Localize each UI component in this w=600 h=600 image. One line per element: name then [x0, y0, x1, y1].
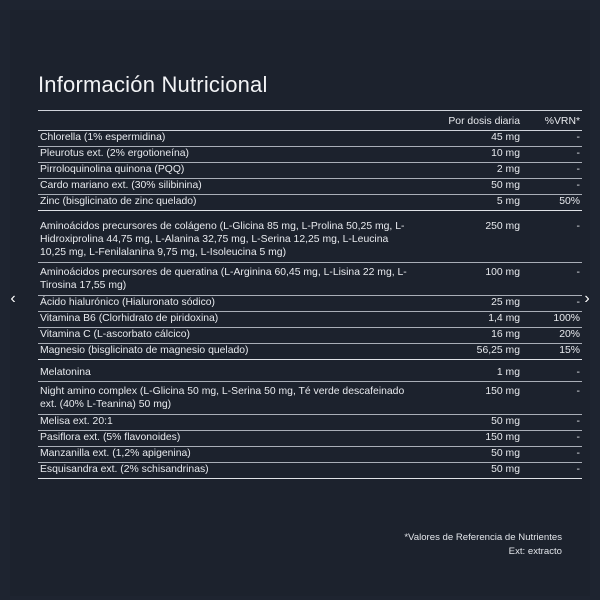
table-row: [38, 195, 582, 211]
vrn-cell: -: [528, 263, 582, 296]
ingredient-cell: Vitamina C (L-ascorbato cálcico): [38, 328, 413, 344]
table-row: [38, 431, 582, 447]
vrn-cell: 100%: [528, 312, 582, 328]
ingredient-cell: Chlorella (1% espermidina): [38, 131, 413, 147]
table-row: [38, 263, 582, 296]
dose-cell: 56,25 mg: [413, 344, 528, 360]
dose-cell: 10 mg: [413, 147, 528, 163]
title-rule: [38, 110, 582, 111]
ingredient-cell: Night amino complex (L-Glicina 50 mg, L-Serina 50 mg, Té verde descafeinado ext. (40% L-Teanina) 50 mg): [38, 382, 413, 415]
vrn-cell: -: [528, 366, 582, 382]
dose-cell: 50 mg: [413, 447, 528, 463]
ingredient-cell: Zinc (bisglicinato de zinc quelado): [38, 195, 413, 211]
dose-cell: 16 mg: [413, 328, 528, 344]
table-row: [38, 447, 582, 463]
vrn-cell: 15%: [528, 344, 582, 360]
vrn-cell: -: [528, 217, 582, 263]
table-row: [38, 463, 582, 479]
dose-cell: 50 mg: [413, 179, 528, 195]
ingredient-cell: Melisa ext. 20:1: [38, 415, 413, 431]
table-header-row: [38, 112, 582, 131]
ingredient-cell: Esquisandra ext. (2% schisandrinas): [38, 463, 413, 479]
dose-cell: 1 mg: [413, 366, 528, 382]
dose-cell: 1,4 mg: [413, 312, 528, 328]
vrn-cell: -: [528, 447, 582, 463]
col-header-vrn: %VRN*: [528, 112, 582, 131]
chevron-right-icon[interactable]: ›: [584, 290, 590, 307]
table-row: [38, 131, 582, 147]
table-row: [38, 312, 582, 328]
dose-cell: 25 mg: [413, 296, 528, 312]
vrn-cell: -: [528, 463, 582, 479]
table-row: [38, 179, 582, 195]
ingredient-cell: Pleurotus ext. (2% ergotioneína): [38, 147, 413, 163]
dose-cell: 250 mg: [413, 217, 528, 263]
footnote-ext: Ext: extracto: [508, 546, 562, 557]
ingredient-cell: Manzanilla ext. (1,2% apigenina): [38, 447, 413, 463]
ingredient-cell: Vitamina B6 (Clorhidrato de piridoxina): [38, 312, 413, 328]
table-row: [38, 382, 582, 415]
vrn-cell: 20%: [528, 328, 582, 344]
table-row: [38, 217, 582, 263]
chevron-left-icon[interactable]: ‹: [10, 290, 16, 307]
vrn-cell: -: [528, 179, 582, 195]
vrn-cell: -: [528, 131, 582, 147]
ingredient-cell: Magnesio (bisglicinato de magnesio quelado): [38, 344, 413, 360]
ingredient-cell: Pirroloquinolina quinona (PQQ): [38, 163, 413, 179]
table-row: [38, 328, 582, 344]
table-row: [38, 147, 582, 163]
vrn-cell: -: [528, 431, 582, 447]
ingredient-cell: Pasiflora ext. (5% flavonoides): [38, 431, 413, 447]
dose-cell: 150 mg: [413, 431, 528, 447]
dose-cell: 2 mg: [413, 163, 528, 179]
vrn-cell: -: [528, 147, 582, 163]
vrn-cell: -: [528, 415, 582, 431]
ingredient-cell: Aminoácidos precursores de colágeno (L-Glicina 85 mg, L-Prolina 50,25 mg, L-Hidroxiprolina 44,75 mg, L-Alanina 32,75 mg, L-Serina 12,25 mg, L-Leucina 10,25 mg, L-Fenilalanina 9,75 mg, L-Isoleucina 5 mg): [38, 217, 413, 263]
vrn-cell: -: [528, 382, 582, 415]
nutrition-card: [10, 10, 590, 596]
table-row: [38, 366, 582, 382]
ingredient-cell: Aminoácidos precursores de queratina (L-Arginina 60,45 mg, L-Lisina 22 mg, L-Tirosina 17,55 mg): [38, 263, 413, 296]
dose-cell: 100 mg: [413, 263, 528, 296]
ingredient-cell: Melatonina: [38, 366, 413, 382]
footnote: [404, 531, 562, 559]
col-header-dose: Por dosis diaria: [413, 112, 528, 131]
table-row: [38, 415, 582, 431]
table-row: [38, 296, 582, 312]
dose-cell: 45 mg: [413, 131, 528, 147]
col-header-name: [38, 112, 413, 131]
ingredient-cell: Cardo mariano ext. (30% silibinina): [38, 179, 413, 195]
dose-cell: 50 mg: [413, 463, 528, 479]
page-title: Información Nutricional: [38, 72, 268, 97]
table-row: [38, 163, 582, 179]
table-row: [38, 344, 582, 360]
ingredient-cell: Ácido hialurónico (Hialuronato sódico): [38, 296, 413, 312]
vrn-cell: 50%: [528, 195, 582, 211]
dose-cell: 50 mg: [413, 415, 528, 431]
table-body: [38, 131, 582, 479]
dose-cell: 150 mg: [413, 382, 528, 415]
vrn-cell: -: [528, 296, 582, 312]
footnote-vrn: *Valores de Referencia de Nutrientes: [404, 532, 562, 543]
vrn-cell: -: [528, 163, 582, 179]
nutrition-table: [38, 112, 582, 479]
dose-cell: 5 mg: [413, 195, 528, 211]
